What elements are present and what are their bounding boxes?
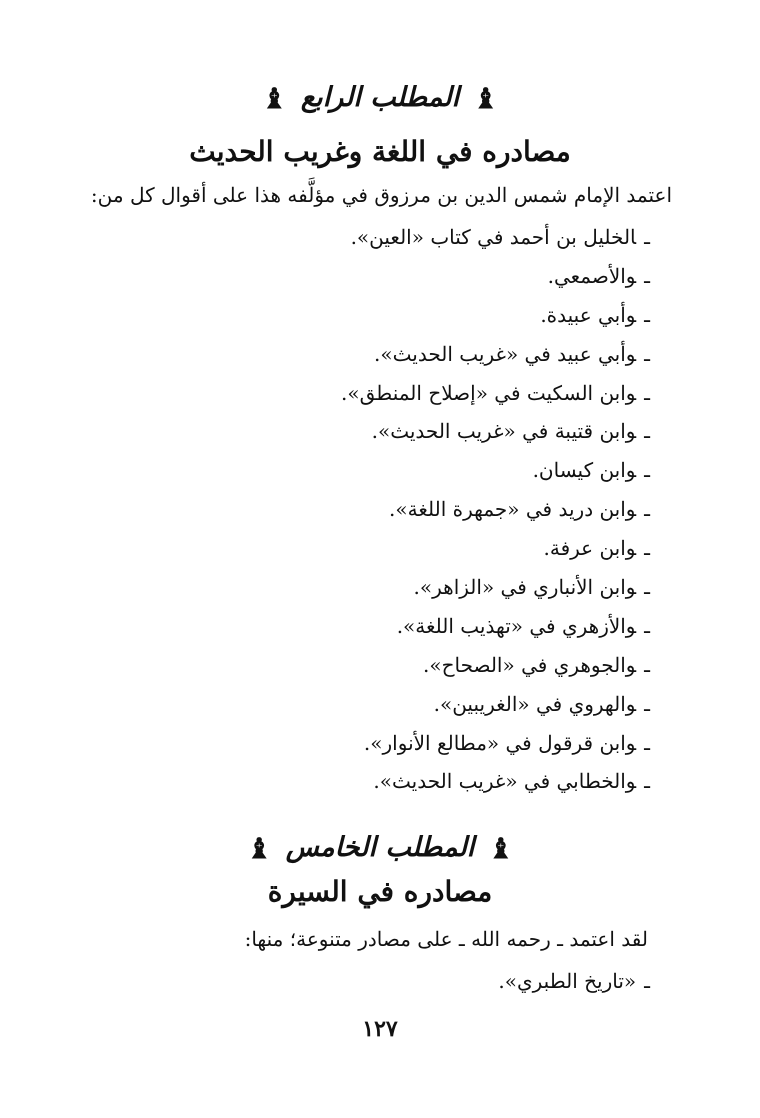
- section-5-intro: لقد اعتمد ـ رحمه الله ـ على مصادر متنوعة؛ منها:: [244, 927, 648, 951]
- section-4-source-list: [341, 222, 650, 805]
- list-item: ـ«تاريخ الطبري».: [498, 969, 650, 993]
- list-item: ـوالأزهري في «تهذيب اللغة».: [396, 613, 650, 638]
- list-item: ـوابن كيسان.: [532, 458, 650, 483]
- list-item: ـوأبي عبيد في «غريب الحديث».: [374, 341, 650, 366]
- list-item: ـوابن دريد في «جمهرة اللغة».: [389, 497, 650, 522]
- section-4-intro: اعتمد الإمام شمس الدين بن مرزوق في مؤلَّفه هذا على أقوال كل من:: [90, 183, 672, 207]
- section-4-subtitle: [0, 78, 760, 119]
- section-5-subtitle: [0, 828, 760, 869]
- list-item: ـوالهروي في «الغريبين».: [433, 691, 650, 716]
- list-item: ـوابن السكيت في «إصلاح المنطق».: [341, 380, 650, 405]
- list-item: ـوأبي عبيدة.: [540, 302, 650, 327]
- chess-ornament-icon: ♝: [261, 81, 287, 115]
- chess-ornament-icon: ♝: [488, 831, 514, 865]
- section-4-heading: مصادره في اللغة وغريب الحديث: [189, 135, 571, 168]
- list-item: ـوابن الأنباري في «الزاهر».: [413, 575, 650, 600]
- section-4-title: المطلب الرابع: [300, 82, 460, 113]
- chess-ornament-icon: ♝: [246, 831, 272, 865]
- section-5-heading: مصادره في السيرة: [267, 875, 493, 908]
- list-item: ـالخليل بن أحمد في كتاب «العين».: [350, 225, 650, 249]
- page-number: ١٢٧: [362, 1016, 398, 1042]
- list-item: ـوالخطابي في «غريب الحديث».: [373, 769, 650, 794]
- chess-ornament-icon: ♝: [473, 81, 499, 115]
- list-item: ـوالجوهري في «الصحاح».: [422, 652, 650, 677]
- list-item: ـوابن عرفة.: [543, 536, 650, 561]
- list-item: ـوالأصمعي.: [547, 263, 650, 288]
- section-5-title: المطلب الخامس: [285, 832, 475, 863]
- list-item: ـوابن قرقول في «مطالع الأنوار».: [363, 730, 650, 755]
- list-item: ـوابن قتيبة في «غريب الحديث».: [371, 419, 650, 444]
